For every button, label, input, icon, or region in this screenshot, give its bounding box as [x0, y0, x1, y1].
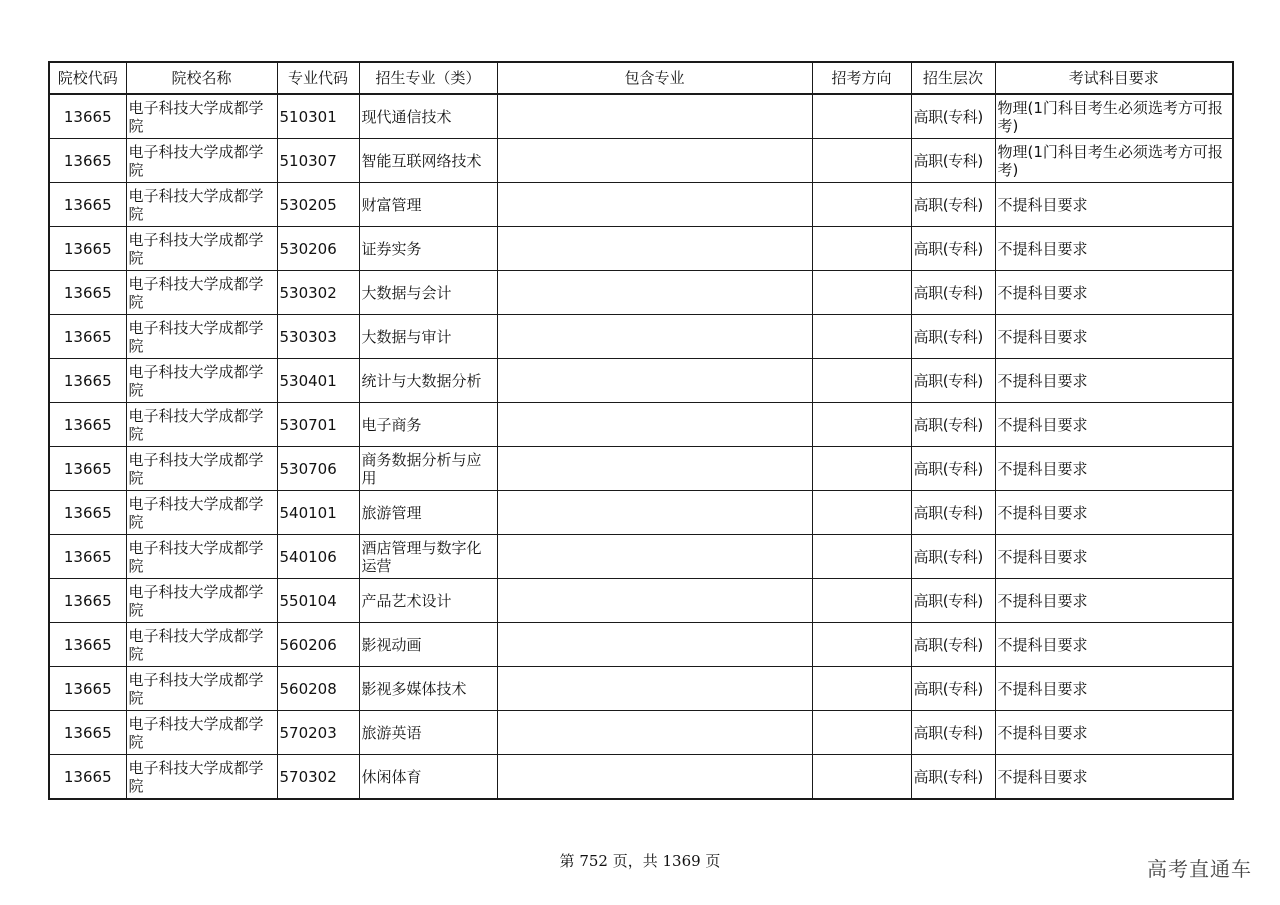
table-row — [49, 271, 1233, 315]
table-row — [49, 623, 1233, 667]
cell-subject-requirement: 不提科目要求 — [995, 755, 1233, 800]
cell-subject-requirement: 不提科目要求 — [995, 227, 1233, 271]
table-row — [49, 579, 1233, 623]
cell-school-name: 电子科技大学成都学院 — [126, 447, 277, 491]
cell-school-code: 13665 — [49, 139, 126, 183]
table-row — [49, 315, 1233, 359]
cell-level: 高职(专科) — [911, 579, 995, 623]
cell-school-code: 13665 — [49, 403, 126, 447]
header-direction: 招考方向 — [812, 62, 911, 94]
cell-subject-requirement: 不提科目要求 — [995, 183, 1233, 227]
table-row — [49, 403, 1233, 447]
cell-included-majors — [497, 227, 812, 271]
table-row — [49, 447, 1233, 491]
cell-major: 证券实务 — [359, 227, 497, 271]
cell-included-majors — [497, 491, 812, 535]
cell-direction — [812, 667, 911, 711]
cell-school-name: 电子科技大学成都学院 — [126, 271, 277, 315]
table-row — [49, 227, 1233, 271]
cell-level: 高职(专科) — [911, 315, 995, 359]
cell-school-code: 13665 — [49, 94, 126, 139]
cell-level: 高职(专科) — [911, 403, 995, 447]
cell-major-code: 530706 — [277, 447, 359, 491]
cell-level: 高职(专科) — [911, 755, 995, 800]
page-number: 第 752 页，共 1369 页 — [559, 852, 721, 870]
cell-major-code: 530302 — [277, 271, 359, 315]
cell-school-name: 电子科技大学成都学院 — [126, 623, 277, 667]
cell-direction — [812, 755, 911, 800]
header-major: 招生专业（类） — [359, 62, 497, 94]
header-included-majors: 包含专业 — [497, 62, 812, 94]
cell-school-code: 13665 — [49, 315, 126, 359]
cell-direction — [812, 447, 911, 491]
cell-level: 高职(专科) — [911, 447, 995, 491]
cell-major-code: 560206 — [277, 623, 359, 667]
cell-major: 大数据与会计 — [359, 271, 497, 315]
table-row — [49, 359, 1233, 403]
cell-major-code: 530401 — [277, 359, 359, 403]
cell-school-code: 13665 — [49, 227, 126, 271]
cell-major: 商务数据分析与应用 — [359, 447, 497, 491]
cell-school-name: 电子科技大学成都学院 — [126, 94, 277, 139]
cell-direction — [812, 579, 911, 623]
cell-school-code: 13665 — [49, 447, 126, 491]
cell-major: 影视动画 — [359, 623, 497, 667]
cell-included-majors — [497, 711, 812, 755]
cell-school-name: 电子科技大学成都学院 — [126, 139, 277, 183]
cell-subject-requirement: 不提科目要求 — [995, 447, 1233, 491]
cell-level: 高职(专科) — [911, 711, 995, 755]
cell-major-code: 510307 — [277, 139, 359, 183]
cell-major: 大数据与审计 — [359, 315, 497, 359]
cell-direction — [812, 183, 911, 227]
table-row — [49, 94, 1233, 139]
cell-direction — [812, 491, 911, 535]
cell-level: 高职(专科) — [911, 491, 995, 535]
cell-school-code: 13665 — [49, 359, 126, 403]
cell-major: 财富管理 — [359, 183, 497, 227]
table-row — [49, 183, 1233, 227]
cell-major: 影视多媒体技术 — [359, 667, 497, 711]
cell-major-code: 570203 — [277, 711, 359, 755]
cell-school-name: 电子科技大学成都学院 — [126, 227, 277, 271]
cell-level: 高职(专科) — [911, 227, 995, 271]
cell-included-majors — [497, 315, 812, 359]
cell-school-name: 电子科技大学成都学院 — [126, 315, 277, 359]
cell-included-majors — [497, 94, 812, 139]
cell-direction — [812, 227, 911, 271]
header-level: 招生层次 — [911, 62, 995, 94]
cell-level: 高职(专科) — [911, 359, 995, 403]
cell-included-majors — [497, 139, 812, 183]
cell-direction — [812, 711, 911, 755]
table-header-row — [49, 62, 1233, 94]
table-row — [49, 535, 1233, 579]
cell-subject-requirement: 不提科目要求 — [995, 623, 1233, 667]
table-row — [49, 491, 1233, 535]
cell-major-code: 510301 — [277, 94, 359, 139]
cell-subject-requirement: 不提科目要求 — [995, 535, 1233, 579]
cell-major: 智能互联网络技术 — [359, 139, 497, 183]
cell-major-code: 560208 — [277, 667, 359, 711]
cell-included-majors — [497, 447, 812, 491]
cell-school-name: 电子科技大学成都学院 — [126, 183, 277, 227]
cell-included-majors — [497, 535, 812, 579]
cell-included-majors — [497, 271, 812, 315]
cell-major-code: 570302 — [277, 755, 359, 800]
cell-included-majors — [497, 359, 812, 403]
cell-subject-requirement: 不提科目要求 — [995, 491, 1233, 535]
cell-school-code: 13665 — [49, 535, 126, 579]
cell-school-code: 13665 — [49, 667, 126, 711]
cell-school-name: 电子科技大学成都学院 — [126, 535, 277, 579]
header-school-name: 院校名称 — [126, 62, 277, 94]
header-major-code: 专业代码 — [277, 62, 359, 94]
cell-level: 高职(专科) — [911, 667, 995, 711]
cell-subject-requirement: 物理(1门科目考生必须选考方可报考) — [995, 94, 1233, 139]
cell-direction — [812, 403, 911, 447]
header-subject-requirement: 考试科目要求 — [995, 62, 1233, 94]
cell-major: 旅游英语 — [359, 711, 497, 755]
cell-direction — [812, 271, 911, 315]
cell-school-code: 13665 — [49, 755, 126, 800]
cell-level: 高职(专科) — [911, 183, 995, 227]
table-row — [49, 667, 1233, 711]
cell-school-code: 13665 — [49, 183, 126, 227]
table-row — [49, 755, 1233, 800]
table-body — [49, 94, 1233, 799]
cell-school-name: 电子科技大学成都学院 — [126, 667, 277, 711]
cell-level: 高职(专科) — [911, 139, 995, 183]
cell-subject-requirement: 不提科目要求 — [995, 403, 1233, 447]
cell-level: 高职(专科) — [911, 94, 995, 139]
cell-major: 产品艺术设计 — [359, 579, 497, 623]
cell-direction — [812, 94, 911, 139]
cell-included-majors — [497, 667, 812, 711]
cell-school-code: 13665 — [49, 271, 126, 315]
watermark-text: 高考直通车 — [1147, 857, 1252, 881]
cell-major-code: 540101 — [277, 491, 359, 535]
cell-school-code: 13665 — [49, 579, 126, 623]
cell-subject-requirement: 不提科目要求 — [995, 359, 1233, 403]
cell-direction — [812, 139, 911, 183]
cell-major: 现代通信技术 — [359, 94, 497, 139]
cell-level: 高职(专科) — [911, 535, 995, 579]
cell-subject-requirement: 不提科目要求 — [995, 271, 1233, 315]
cell-direction — [812, 535, 911, 579]
cell-major: 休闲体育 — [359, 755, 497, 800]
cell-subject-requirement: 不提科目要求 — [995, 667, 1233, 711]
cell-school-name: 电子科技大学成都学院 — [126, 711, 277, 755]
cell-included-majors — [497, 183, 812, 227]
cell-direction — [812, 623, 911, 667]
cell-school-name: 电子科技大学成都学院 — [126, 403, 277, 447]
table-row — [49, 711, 1233, 755]
cell-school-name: 电子科技大学成都学院 — [126, 579, 277, 623]
cell-school-name: 电子科技大学成都学院 — [126, 491, 277, 535]
cell-major-code: 550104 — [277, 579, 359, 623]
cell-school-code: 13665 — [49, 711, 126, 755]
cell-included-majors — [497, 755, 812, 800]
cell-major: 旅游管理 — [359, 491, 497, 535]
cell-subject-requirement: 不提科目要求 — [995, 711, 1233, 755]
cell-subject-requirement: 物理(1门科目考生必须选考方可报考) — [995, 139, 1233, 183]
cell-major: 酒店管理与数字化运营 — [359, 535, 497, 579]
cell-school-name: 电子科技大学成都学院 — [126, 755, 277, 800]
table-row — [49, 139, 1233, 183]
cell-direction — [812, 359, 911, 403]
cell-major: 电子商务 — [359, 403, 497, 447]
cell-major: 统计与大数据分析 — [359, 359, 497, 403]
cell-school-code: 13665 — [49, 491, 126, 535]
cell-included-majors — [497, 623, 812, 667]
cell-major-code: 540106 — [277, 535, 359, 579]
cell-level: 高职(专科) — [911, 623, 995, 667]
header-school-code: 院校代码 — [49, 62, 126, 94]
cell-subject-requirement: 不提科目要求 — [995, 579, 1233, 623]
admission-table — [48, 61, 1234, 800]
cell-major-code: 530206 — [277, 227, 359, 271]
cell-school-code: 13665 — [49, 623, 126, 667]
cell-included-majors — [497, 403, 812, 447]
cell-direction — [812, 315, 911, 359]
cell-level: 高职(专科) — [911, 271, 995, 315]
cell-school-name: 电子科技大学成都学院 — [126, 359, 277, 403]
cell-included-majors — [497, 579, 812, 623]
cell-subject-requirement: 不提科目要求 — [995, 315, 1233, 359]
cell-major-code: 530205 — [277, 183, 359, 227]
cell-major-code: 530303 — [277, 315, 359, 359]
cell-major-code: 530701 — [277, 403, 359, 447]
